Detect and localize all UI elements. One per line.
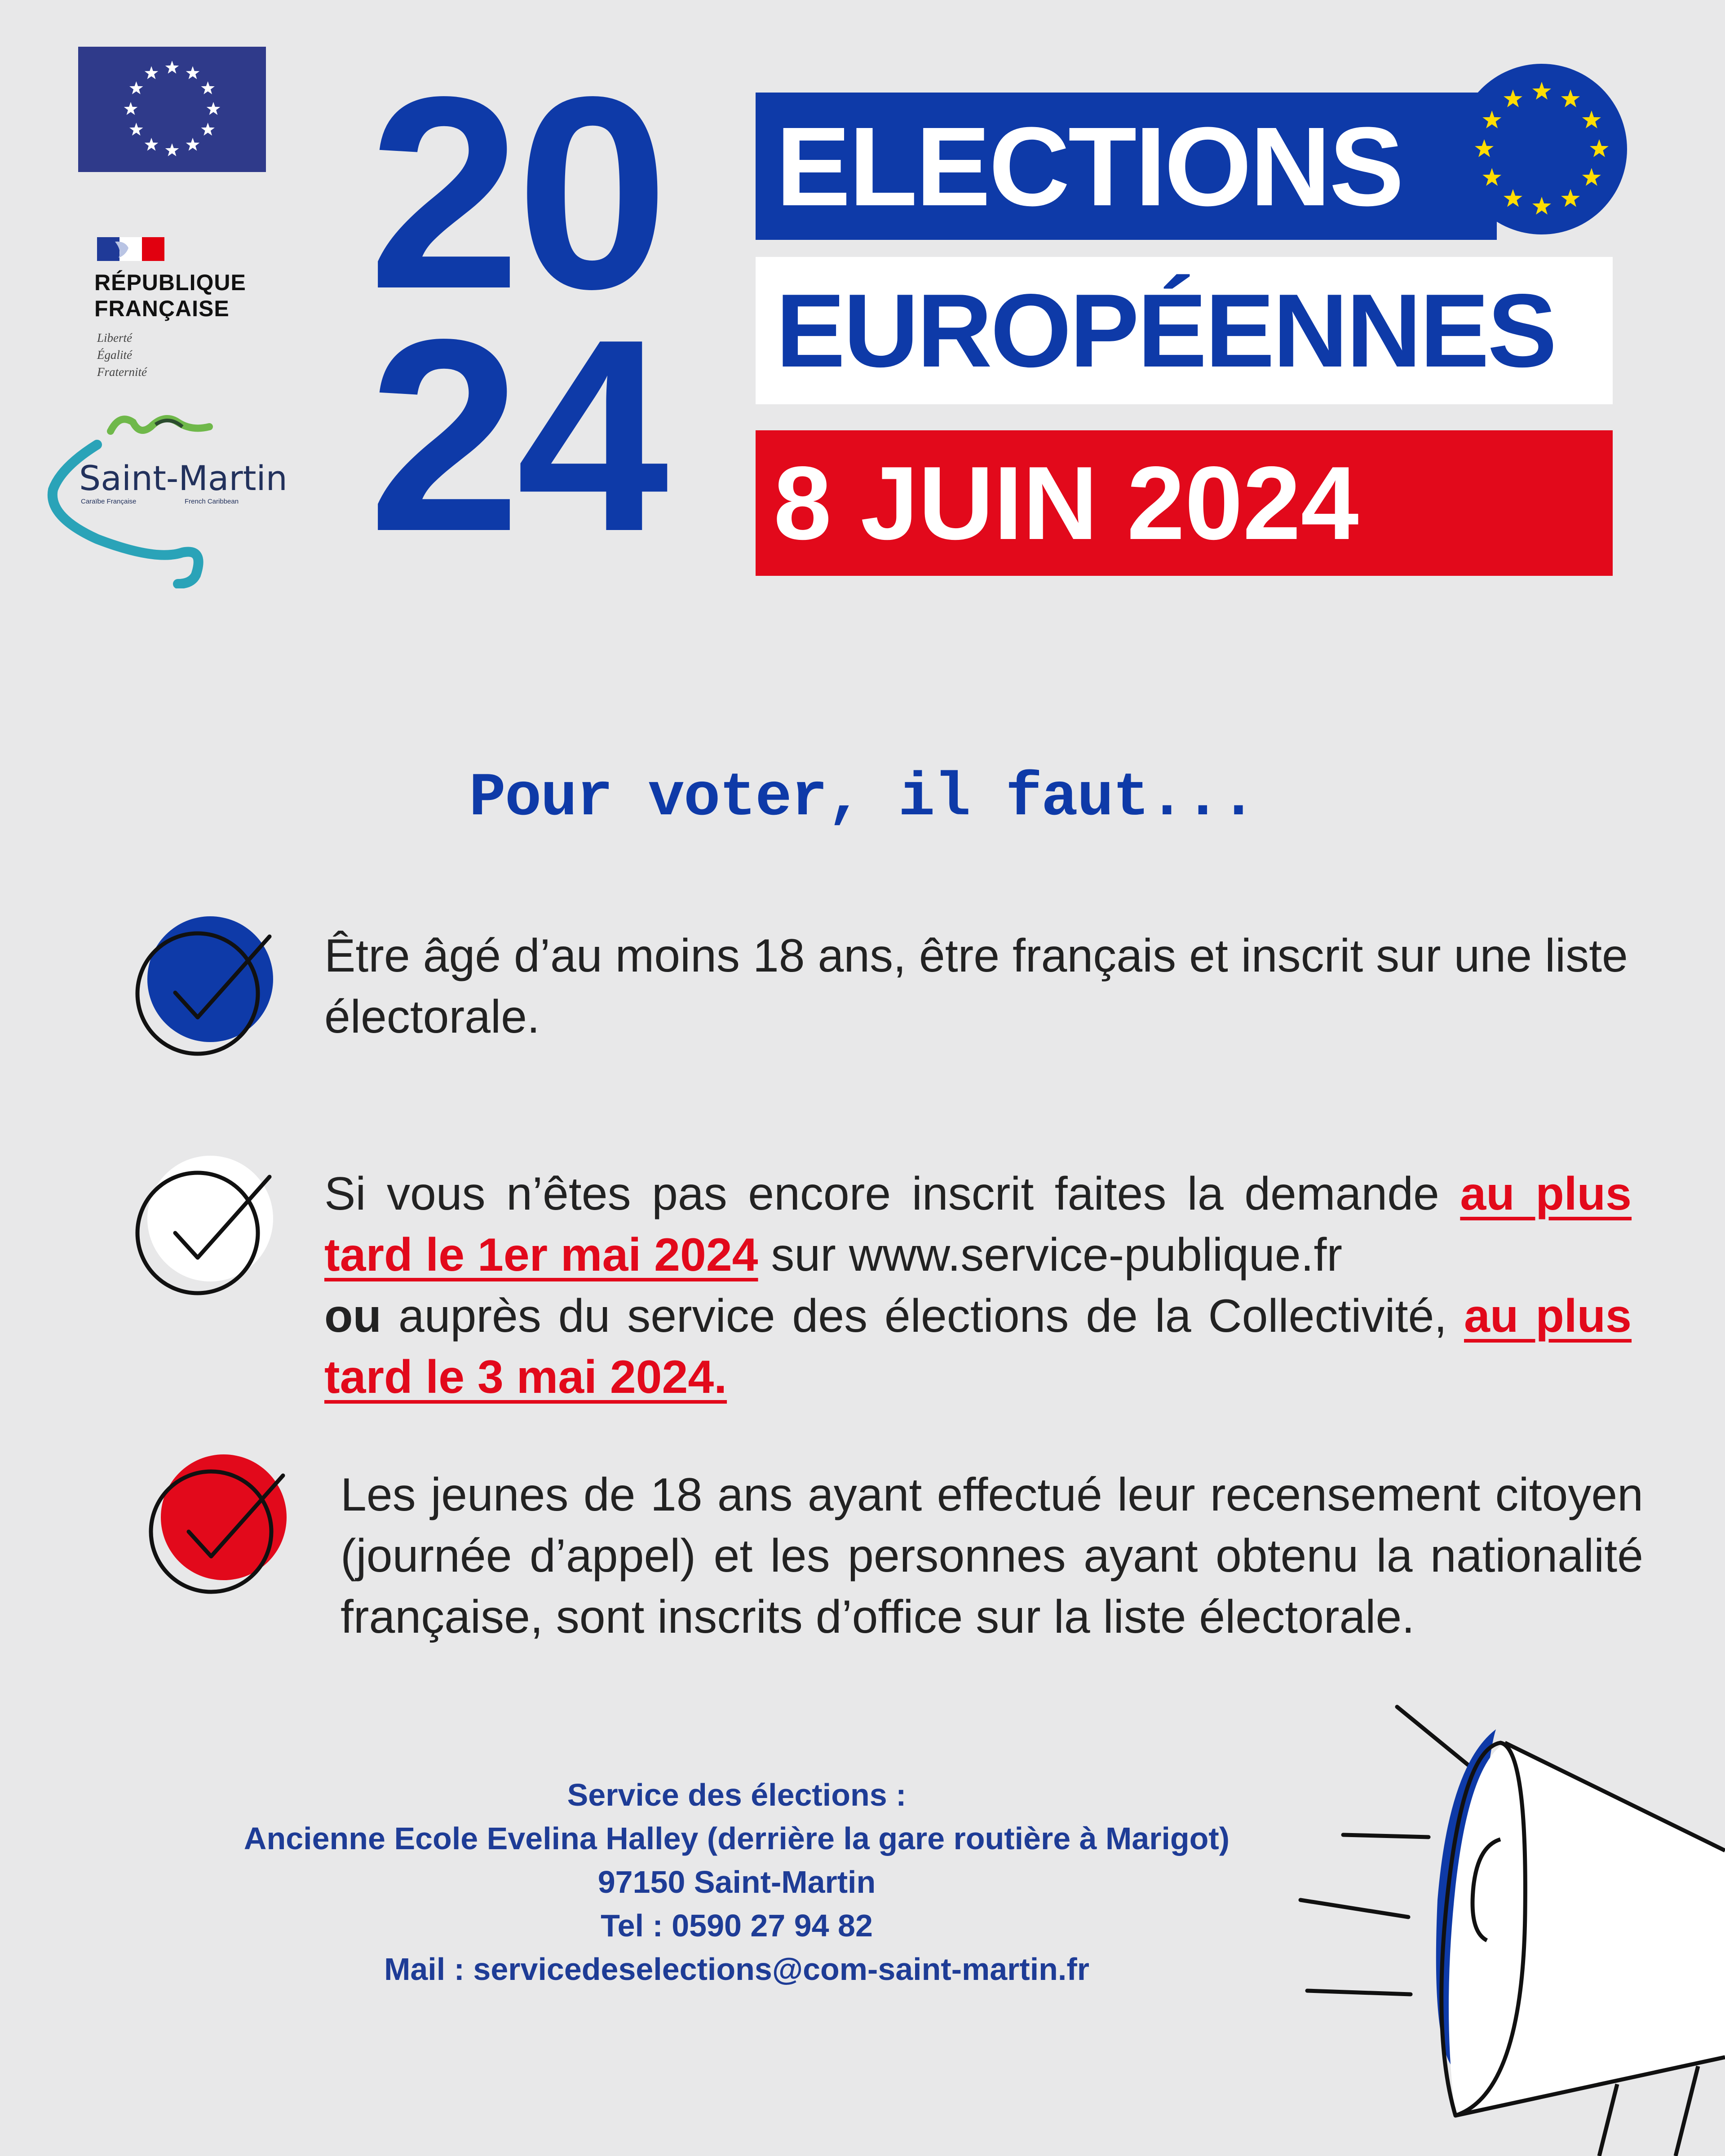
rf-name-line1: RÉPUBLIQUE: [94, 270, 246, 295]
eu-stars-badge-icon: [1456, 64, 1627, 234]
saint-martin-logo: [43, 404, 304, 588]
deadline-office-link[interactable]: au plus tard le 3 mai 2024.: [324, 1290, 1632, 1403]
requirement-automatic-registration: Les jeunes de 18 ans ayant effectué leur recensement citoyen (journée d’appel) et les personnes ayant obtenu la nationalité française, sont inscrits d’office sur la liste électorale.: [341, 1469, 1643, 1643]
intro-heading: Pour voter, il faut...: [469, 764, 1256, 833]
requirement-age-nationality: Être âgé d’au moins 18 ans, être français et inscrit sur une liste électorale.: [324, 930, 1628, 1043]
saint-martin-subtitle-right: French Caribbean: [185, 498, 239, 505]
election-date: 8 JUIN 2024: [774, 445, 1359, 561]
contact-block: [108, 1773, 1366, 1991]
title-elections: ELECTIONS: [776, 103, 1402, 229]
registration-or: ou: [324, 1290, 382, 1342]
date-banner: [756, 430, 1613, 576]
checkmark-white-icon: [130, 1152, 279, 1300]
title-europeennes: EUROPÉENNES: [776, 272, 1556, 389]
rf-motto-3: Fraternité: [97, 365, 147, 379]
contact-phone[interactable]: Tel : 0590 27 94 82: [601, 1908, 873, 1943]
year-bottom: 24: [368, 283, 664, 588]
contact-city: 97150 Saint-Martin: [597, 1864, 876, 1900]
contact-title: Service des élections :: [567, 1777, 907, 1812]
requirement-registration: [324, 1163, 1632, 1408]
rf-motto-1: Liberté: [97, 331, 132, 345]
rf-name-line2: FRANÇAISE: [94, 296, 230, 321]
contact-address: Ancienne Ecole Evelina Halley (derrière la gare routière à Marigot): [243, 1821, 1230, 1856]
elections-banner: [756, 93, 1497, 240]
registration-text-1: Si vous n’êtes pas encore inscrit faites la demande: [324, 1168, 1460, 1220]
contact-email[interactable]: Mail : servicedeselections@com-saint-martin.fr: [384, 1952, 1089, 1987]
deadline-online-link[interactable]: au plus tard le 1er mai 2024: [324, 1168, 1632, 1281]
checkmark-red-icon: [144, 1451, 292, 1599]
registration-text-3: auprès du service des élections de la Collectivité,: [381, 1290, 1464, 1342]
saint-martin-name: Saint-Martin: [79, 458, 288, 498]
registration-text-2: sur www.service-publique.fr: [758, 1229, 1342, 1281]
marianne-flag-icon: [97, 237, 164, 261]
europeennes-banner: [756, 257, 1613, 404]
rf-motto-2: Égalité: [97, 348, 132, 362]
republique-francaise-logo: [94, 237, 274, 381]
eu-flag-logo: [78, 47, 266, 172]
saint-martin-subtitle-left: Caraïbe Française: [81, 498, 137, 505]
checkmark-blue-icon: [130, 912, 279, 1060]
megaphone-icon: [1294, 1698, 1725, 2156]
year-top: 20: [368, 40, 664, 346]
